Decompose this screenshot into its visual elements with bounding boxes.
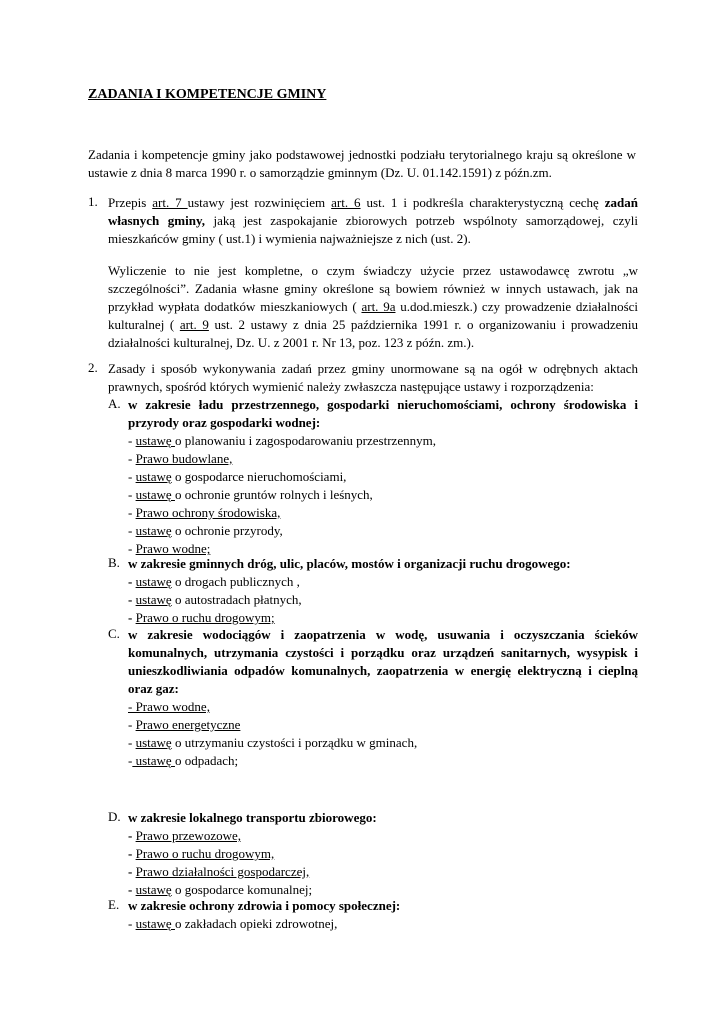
dash: -	[128, 753, 133, 768]
text: jaką jest zaspokajanie zbiorowych potrzeb wspólnoty samorządowej, czyli mieszkańców gminy ( ust.1) i wymienia najważniejsze z nich (ust. 2).	[108, 213, 638, 246]
item-number-2: 2.	[88, 360, 98, 375]
section-list	[128, 698, 638, 770]
dash: -	[128, 882, 136, 897]
law-link[interactable]: Prawo przewozowe,	[135, 828, 241, 843]
item-text: o gospodarce nieruchomościami,	[171, 469, 347, 484]
law-link[interactable]: Prawo o ruchu drogowym,	[135, 846, 275, 861]
intro-paragraph: Zadania i kompetencje gminy jako podstawowej jednostki podziału terytorialnego kraju są określone w ustawie z dnia 8 marca 1990 r. o samorządzie gminnym (Dz. U. 01.142.1591) z późn.zm.	[88, 147, 636, 180]
link-art-6[interactable]: art. 6	[331, 195, 361, 210]
section-heading: w zakresie ładu przestrzennego, gospodarki nieruchomościami, ochrony środowiska i przyrody oraz gospodarki wodnej:	[128, 397, 638, 430]
text: ust. 2 ustawy z dnia 25 października 1991 r. o organizowaniu i prowadzeniu działalności kulturalnej, Dz. U. z 2001 r. Nr 13, poz. 123 z późn. zm.).	[108, 317, 638, 350]
section-list	[128, 915, 638, 933]
law-link[interactable]: Prawo działalności gospodarczej,	[135, 864, 310, 879]
list-item	[128, 716, 638, 734]
law-link[interactable]: ustawę	[135, 916, 175, 931]
text: Wyliczenie to nie jest kompletne, o czym świadczy użycie przez ustawodawcę zwrotu „w szczególności”. Zadania własne gminy określone są bowiem również w innych ustawach, jak na przykład wypłata dodatków mieszkaniowych (	[108, 263, 638, 314]
item-text: o zakładach opieki zdrowotnej,	[174, 916, 338, 931]
dash: -	[128, 828, 136, 843]
law-link[interactable]: Prawo ochrony środowiska,	[135, 505, 281, 520]
paragraph-1b	[108, 262, 638, 352]
list-item	[128, 827, 638, 845]
list-item	[128, 609, 638, 627]
dash: -	[128, 574, 136, 589]
text: u.dod.mieszk.) czy prowadzenie działalności kulturalnej (	[108, 299, 639, 332]
dash: -	[128, 451, 136, 466]
list-item	[128, 845, 638, 863]
paragraph-2: Zasady i sposób wykonywania zadań przez gminy unormowane są na ogół w odrębnych aktach prawnych, spośród których wymienić należy zwłaszcza następujące ustawy i rozporządzenia:	[108, 361, 638, 394]
section-list	[128, 827, 638, 899]
list-item	[128, 450, 638, 468]
list-item	[128, 486, 638, 504]
item-text: o drogach publicznych ,	[171, 574, 300, 589]
item-text: o utrzymaniu czystości i porządku w gminach,	[171, 735, 418, 750]
item-text: o ochronie przyrody,	[171, 523, 283, 538]
law-link[interactable]: ustawę	[135, 735, 172, 750]
item-text: o gospodarce komunalnej;	[171, 882, 313, 897]
section-heading: w zakresie wodociągów i zaopatrzenia w wodę, usuwania i oczyszczania ścieków komunalnych, utrzymania czystości i porządku oraz urządzeń sanitarnych, wysypisk i unieszkodliwiania odpadów komunalnych, zaopatrzenia w energię elektryczną i cieplną oraz gaz:	[128, 627, 638, 696]
section-list	[128, 573, 638, 627]
item-number-1: 1.	[88, 194, 98, 209]
paragraph-1	[108, 194, 638, 248]
list-item	[128, 698, 638, 716]
item-text: o ochronie gruntów rolnych i leśnych,	[174, 487, 373, 502]
dash: -	[128, 541, 136, 556]
dash: -	[128, 523, 136, 538]
law-link[interactable]: Prawo o ruchu drogowym;	[135, 610, 275, 625]
law-link[interactable]: ustawę	[132, 753, 175, 768]
law-link[interactable]: ustawę	[135, 523, 172, 538]
list-item	[128, 915, 638, 933]
section-letter: E.	[108, 897, 120, 912]
section-letter: B.	[108, 555, 120, 570]
link-art-9[interactable]: art. 9	[179, 317, 209, 332]
item-text: o autostradach płatnych,	[171, 592, 302, 607]
dash: -	[128, 487, 136, 502]
list-item	[128, 863, 638, 881]
dash: -	[128, 717, 136, 732]
link-art-9a[interactable]: art. 9a	[361, 299, 396, 314]
law-link[interactable]: ustawę	[135, 592, 172, 607]
link-art-7[interactable]: art. 7	[152, 195, 188, 210]
dash: -	[128, 433, 136, 448]
list-item	[128, 752, 638, 770]
dash: -	[128, 846, 136, 861]
bold-text: zadań własnych gminy,	[108, 195, 638, 228]
section-letter: D.	[108, 809, 121, 824]
list-item	[128, 591, 638, 609]
list-item	[128, 522, 638, 540]
item-text: o planowaniu i zagospodarowaniu przestrzennym,	[174, 433, 436, 448]
list-item	[128, 734, 638, 752]
law-link[interactable]: Prawo budowlane,	[135, 451, 233, 466]
list-item	[128, 432, 638, 450]
text: ust. 1 i podkreśla charakterystyczną cechę	[360, 195, 605, 210]
item-text: o odpadach;	[174, 753, 239, 768]
section-letter: A.	[108, 396, 121, 411]
text: Przepis	[108, 195, 153, 210]
dash: -	[128, 610, 136, 625]
list-item	[128, 504, 638, 522]
law-link[interactable]: Prawo wodne;	[135, 541, 211, 556]
section-heading: w zakresie ochrony zdrowia i pomocy społecznej:	[128, 898, 401, 913]
dash: -	[128, 505, 136, 520]
dash: -	[128, 864, 136, 879]
law-link[interactable]: ustawę	[135, 574, 172, 589]
page-title: ZADANIA I KOMPETENCJE GMINY	[88, 87, 327, 102]
dash: -	[128, 916, 136, 931]
dash: -	[128, 469, 136, 484]
dash: -	[128, 735, 136, 750]
law-link[interactable]: Prawo energetyczne	[135, 717, 241, 732]
law-link[interactable]: ustawę	[135, 487, 175, 502]
section-heading: w zakresie lokalnego transportu zbiorowego:	[128, 810, 377, 825]
list-item	[128, 468, 638, 486]
law-link[interactable]: - Prawo wodne,	[128, 699, 210, 714]
list-item	[128, 573, 638, 591]
section-heading: w zakresie gminnych dróg, ulic, placów, mostów i organizacji ruchu drogowego:	[128, 556, 571, 571]
dash: -	[128, 592, 136, 607]
law-link[interactable]: ustawę	[135, 469, 172, 484]
law-link[interactable]: ustawę	[135, 882, 172, 897]
text: ustawy jest rozwinięciem	[187, 195, 332, 210]
section-list	[128, 432, 638, 558]
law-link[interactable]: ustawę	[135, 433, 175, 448]
section-letter: C.	[108, 626, 120, 641]
